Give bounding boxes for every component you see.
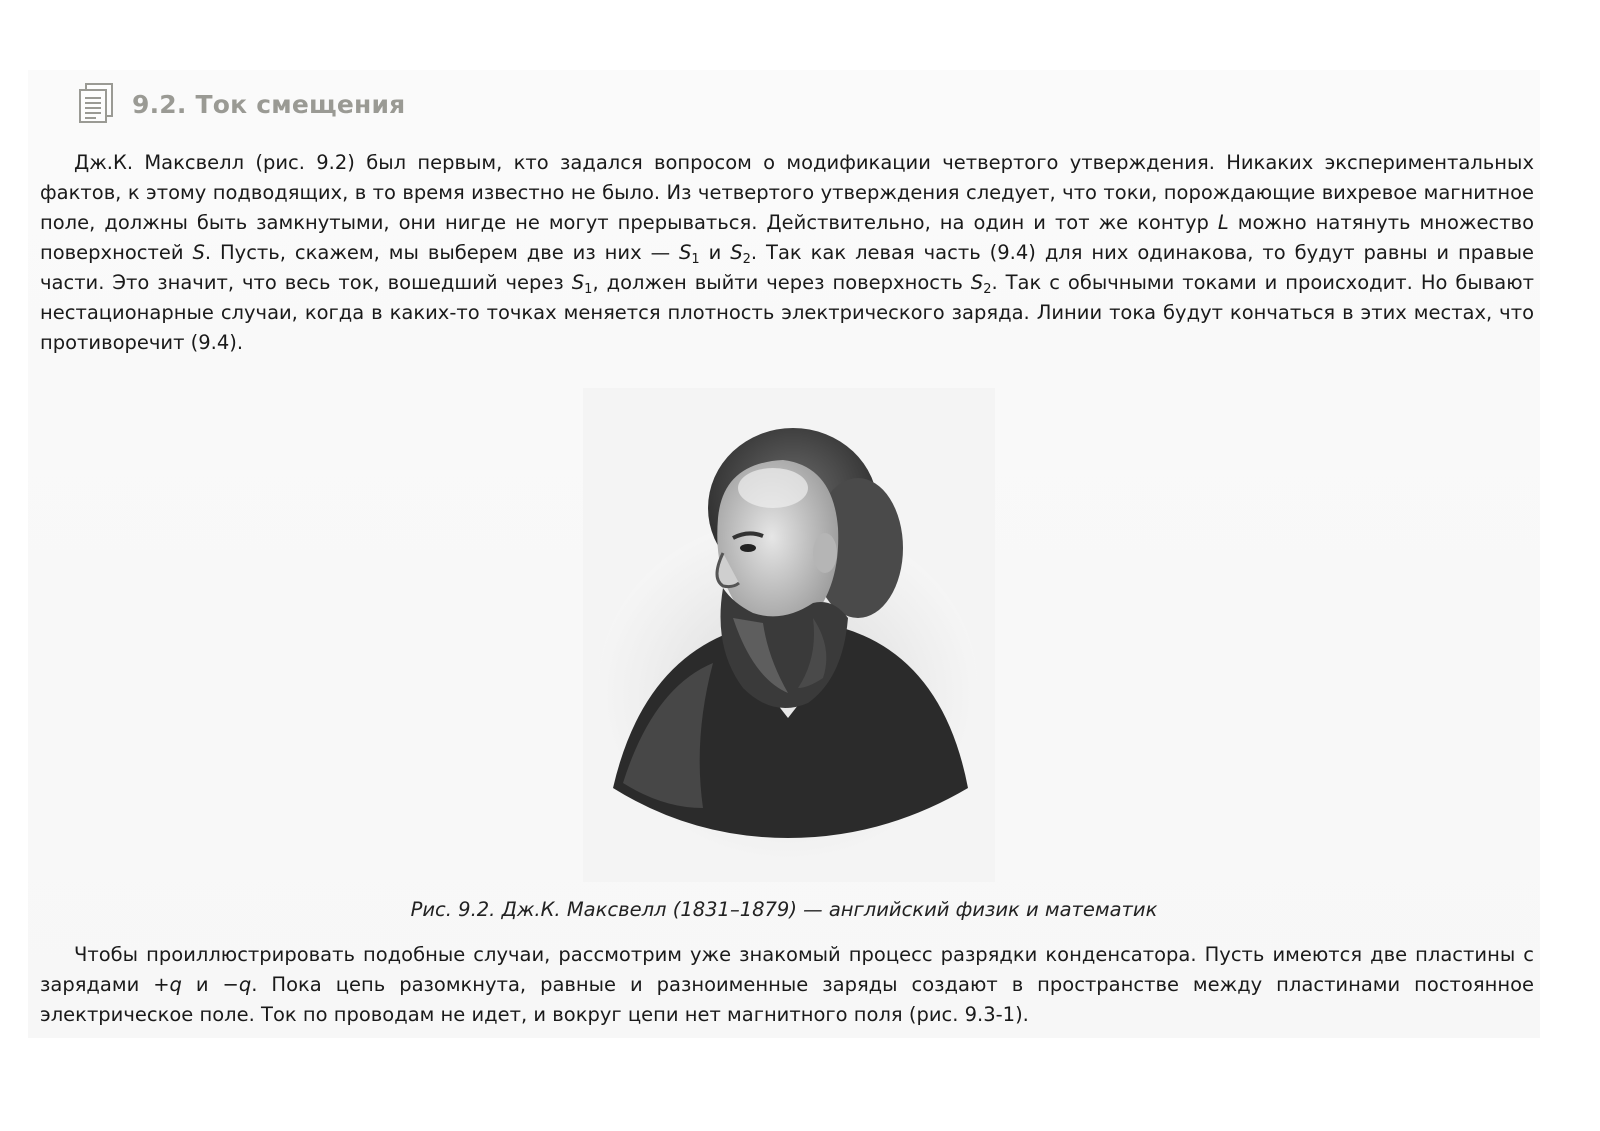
- var-L: L: [1217, 211, 1229, 234]
- var-S1: S: [571, 271, 585, 294]
- var-minus-q: −q: [222, 973, 252, 996]
- section-title: 9.2. Ток смещения: [132, 89, 406, 119]
- paragraph-capacitor: Чтобы проиллюстрировать подобные случаи, рассмотрим уже знакомый процесс разрядки конденсатора. Пусть имеются две пластины с зарядами +q и −q. Пока цепь разомкнута, равные и разноименные заряды создают в пространстве между пластинами постоянное электрическое поле. Ток по проводам не идет, и вокруг цепи нет магнитного поля (рис. 9.3-1).: [40, 943, 1534, 1026]
- section-header: [72, 78, 405, 130]
- var-S: S: [192, 241, 205, 264]
- document-pages-icon: [72, 80, 120, 128]
- var-S1: S: [679, 241, 692, 264]
- content-panel: [28, 70, 1540, 1038]
- var-S2: S: [730, 241, 743, 264]
- var-plus-q: +q: [153, 973, 182, 996]
- var-S2: S: [970, 271, 984, 294]
- portrait-image: [583, 388, 995, 882]
- maxwell-portrait: [583, 388, 995, 882]
- figure-caption: Рис. 9.2. Дж.К. Максвелл (1831–1879) — английский физик и математик: [410, 898, 1158, 921]
- paragraph-maxwell-intro: Дж.К. Максвелл (рис. 9.2) был первым, кто задался вопросом о модификации четвертого утверждения. Никаких экспериментальных фактов, к этому подводящих, в то время известно не было. Из четвертого утверждения следует, что токи, порождающие вихревое магнитное поле, должны быть замкнутыми, они нигде не могут прерываться. Действительно, на один и тот же контур L можно натянуть множество поверхностей S. Пусть, скажем, мы выберем две из них — $S_1$ и $S_2$. Так как левая часть (9.4) для них одинакова, то будут равны и правые части. Это значит, что весь ток, вошедший через $S_1$, должен выйти через поверхность $S_2$. Так с обычными токами и происходит. Но бывают нестационарные случаи, когда в каких-то точках меняется плотность электрического заряда. Линии тока будут кончаться в этих местах, что противоречит (9.4).: [40, 151, 1535, 354]
